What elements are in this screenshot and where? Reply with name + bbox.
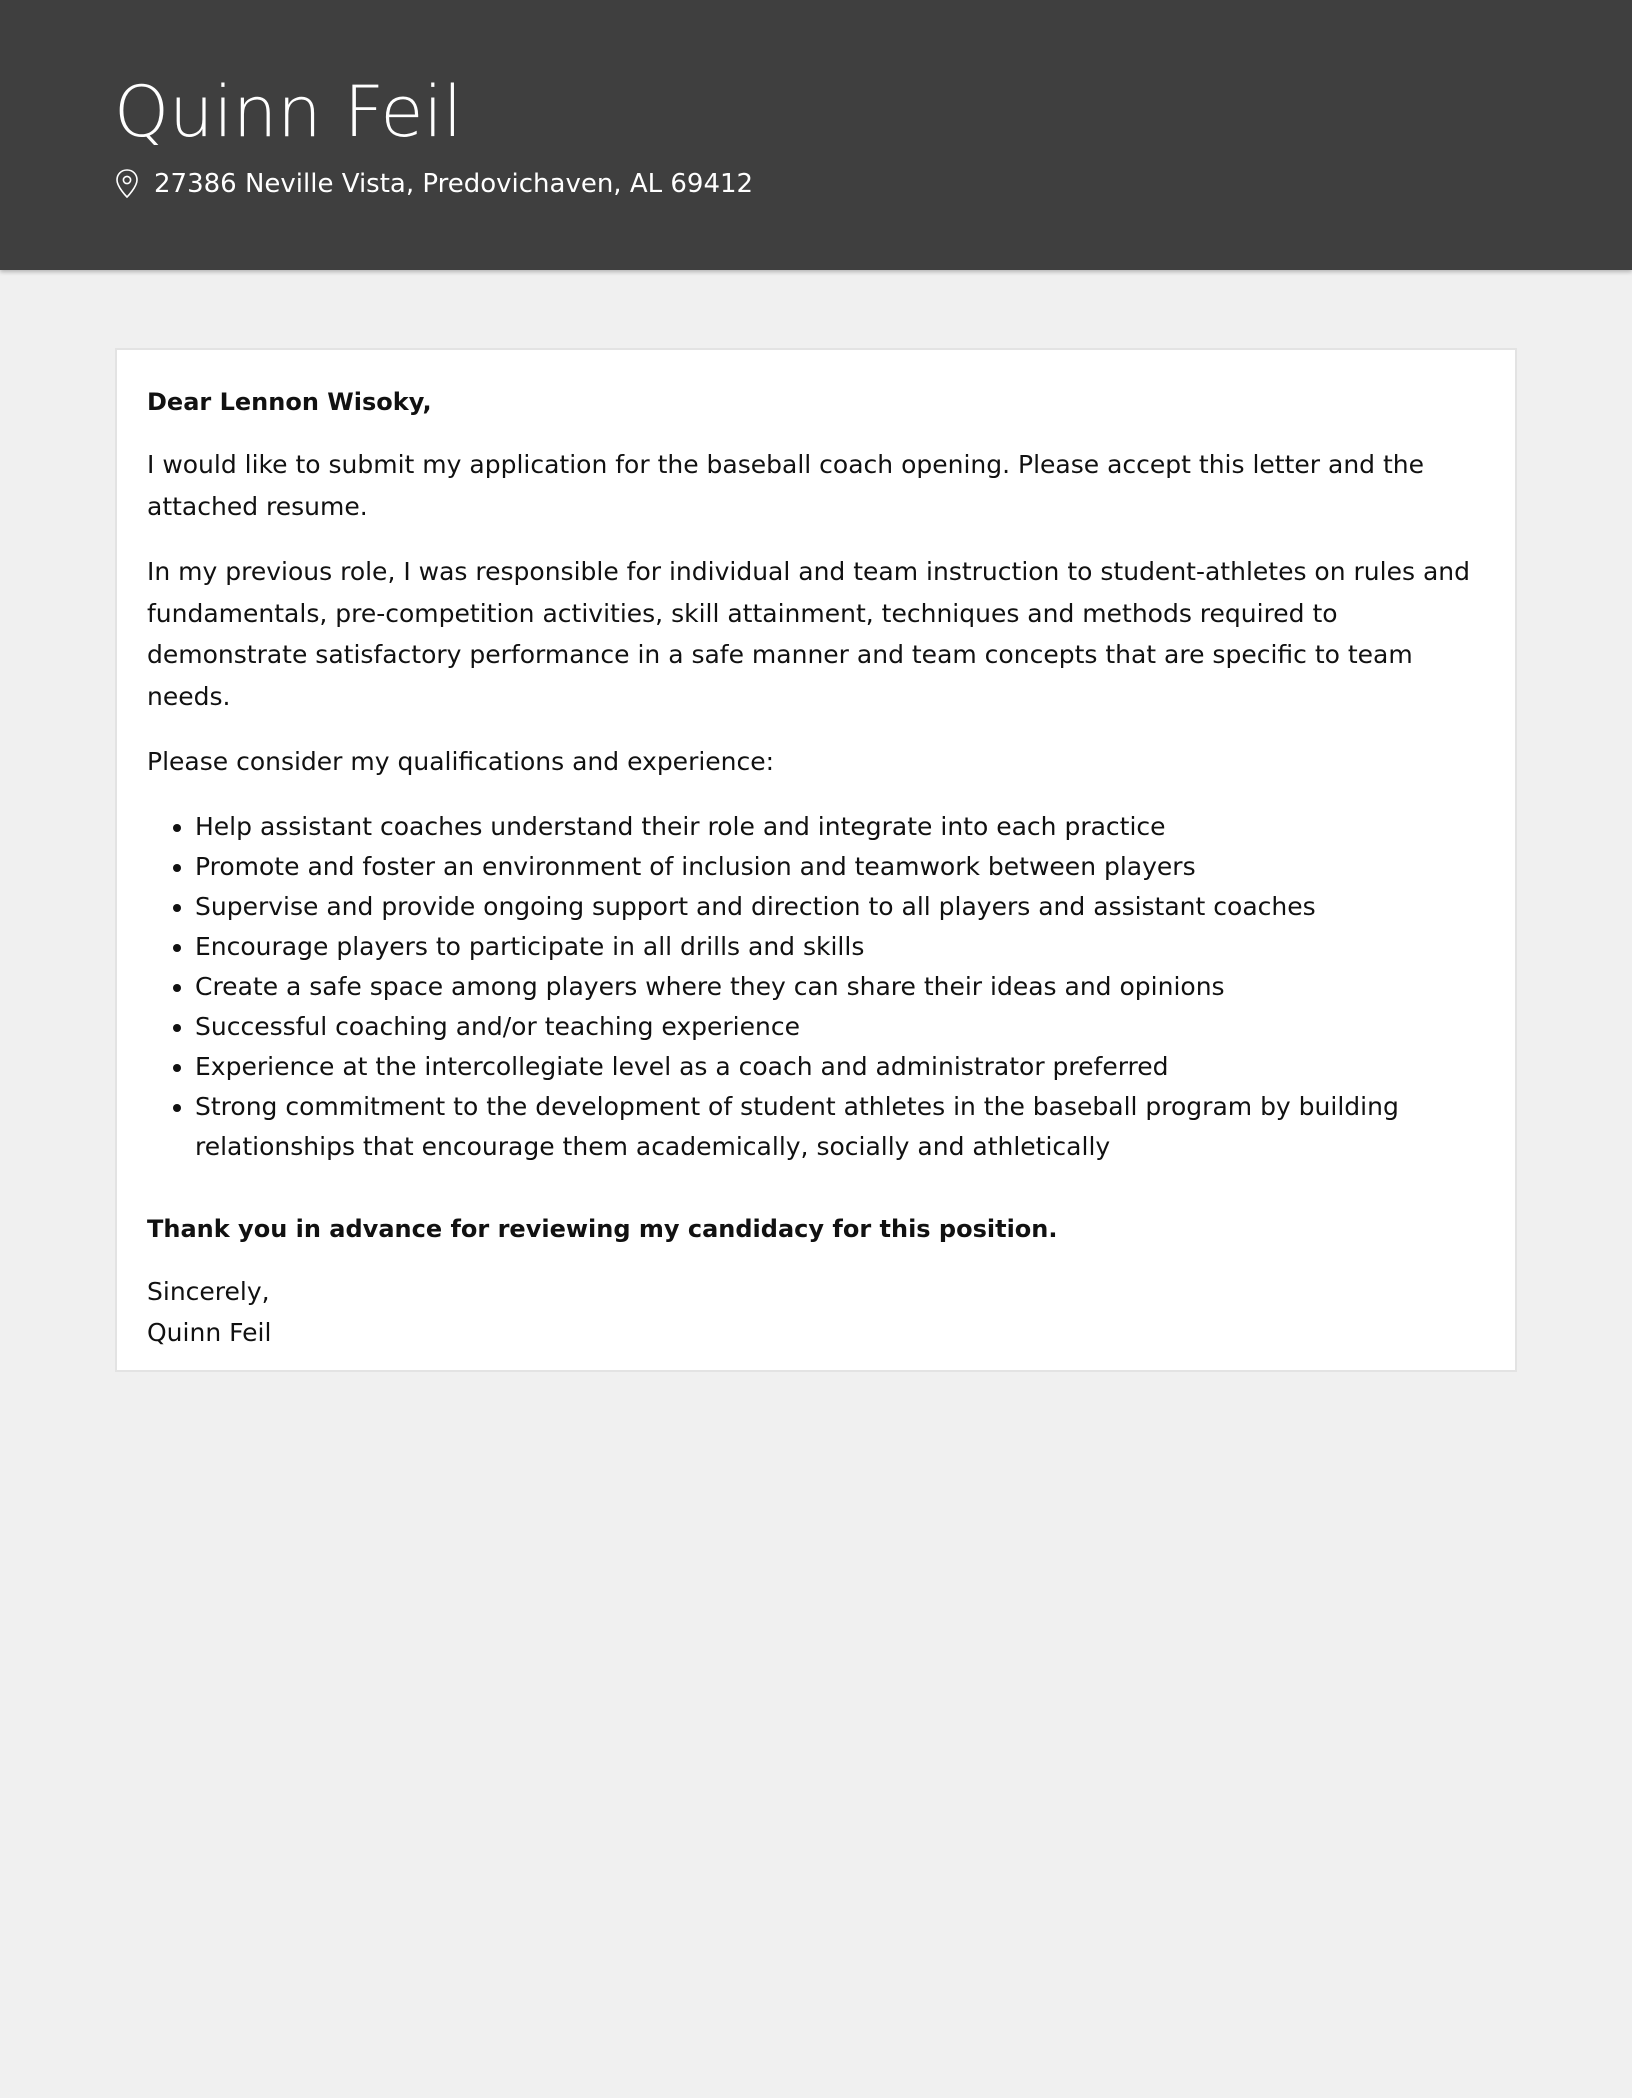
cover-letter-card xyxy=(115,348,1517,1372)
qualification-item: • Promote and foster an environment of inclusion and teamwork between players xyxy=(195,847,1485,887)
letter-header xyxy=(0,0,1632,270)
qualification-item: • Create a safe space among players where they can share their ideas and opinions xyxy=(195,967,1485,1007)
applicant-name: Quinn Feil xyxy=(114,71,463,153)
qualification-item: • Supervise and provide ongoing support and direction to all players and assistant coaches xyxy=(195,887,1485,927)
qualification-item: • Experience at the intercollegiate level as a coach and administrator preferred xyxy=(195,1047,1485,1087)
location-pin-icon xyxy=(114,168,140,200)
address-row xyxy=(114,164,753,204)
address-text: 27386 Neville Vista, Predovichaven, AL 69412 xyxy=(154,169,754,199)
signoff: Sincerely, xyxy=(147,1276,270,1306)
intro-paragraph: I would like to submit my application for the baseball coach opening. Please accept this letter and the attached resume. xyxy=(147,450,1425,521)
qualifications-intro: Please consider my qualifications and experience: xyxy=(147,747,775,776)
qualification-item: • Help assistant coaches understand their role and integrate into each practice xyxy=(195,807,1485,847)
closing-statement: Thank you in advance for reviewing my candidacy for this position. xyxy=(147,1214,1058,1243)
qualification-item: • Successful coaching and/or teaching experience xyxy=(195,1007,1485,1047)
qualification-item: • Strong commitment to the development of student athletes in the baseball program by building relationships that encourage them academically, socially and athletically xyxy=(195,1087,1485,1167)
qualifications-list xyxy=(147,807,1485,1167)
signature-name: Quinn Feil xyxy=(147,1317,272,1347)
qualification-item: • Encourage players to participate in all drills and skills xyxy=(195,927,1485,967)
experience-paragraph: In my previous role, I was responsible for individual and team instruction to student-athletes on rules and fundamentals, pre-competition activities, skill attainment, techniques and methods required to demonstrate satisfactory performance in a safe manner and team concepts that are specific to team needs. xyxy=(147,557,1470,711)
salutation: Dear Lennon Wisoky, xyxy=(147,388,432,416)
